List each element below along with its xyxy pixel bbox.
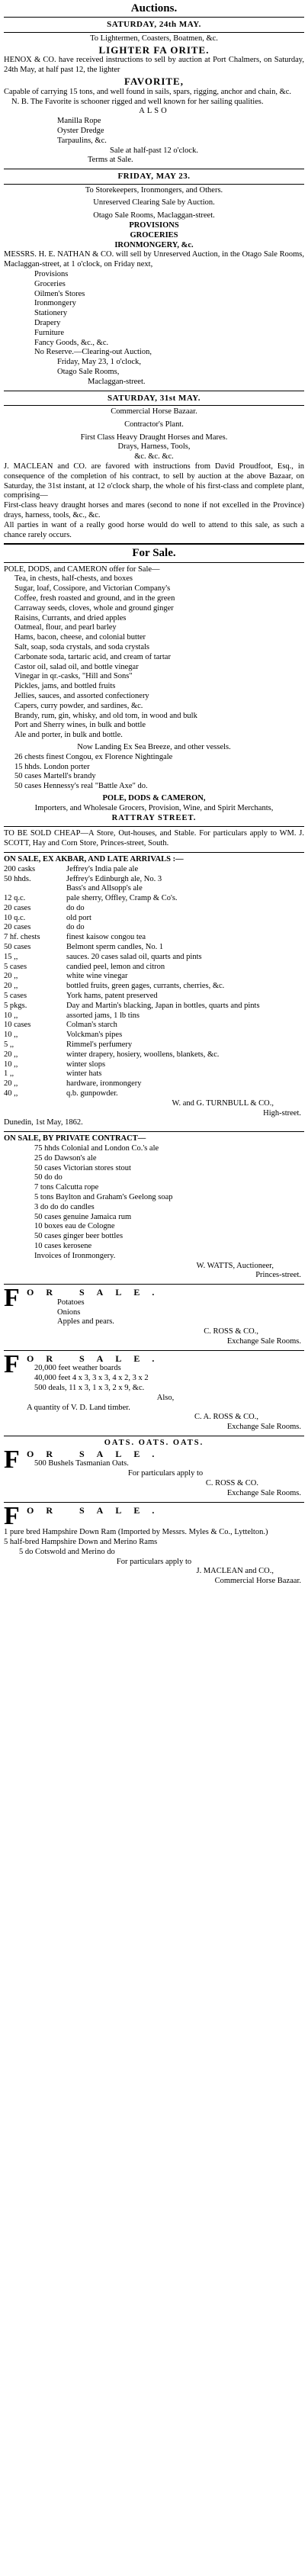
ad-line: 3 do do do candles	[34, 1202, 95, 1211]
ad-ross-potatoes	[4, 1285, 304, 1351]
forsale-title: OR SALE.	[27, 1448, 167, 1459]
ad-body: J. MACLEAN and CO. are favored with instructions from David Proudfoot, Esq., in consequence of the completion of his contract, to sell by auction at the above Bazaar, on Saturday, the 31st instant, at 12 o'clock sharp, the whole of his first-class and complete plant, comprising—	[4, 461, 304, 500]
ad-place: Exchange Sale Rooms.	[226, 1336, 301, 1346]
ad-place: Exchange Sale Rooms.	[226, 1488, 301, 1497]
item-desc: white wine vinegar	[66, 972, 128, 981]
ad-maclean-rams	[4, 1503, 304, 1590]
ad-line: Capers, curry powder, and sardines, &c.	[14, 701, 143, 710]
item-quantity: 20 ,,	[4, 982, 18, 991]
ad-street: Princes-street.	[255, 1271, 301, 1280]
list-item	[4, 1031, 304, 1040]
ad-street: RATTRAY STREET.	[111, 813, 197, 822]
ad-place: Exchange Sale Rooms.	[226, 1423, 301, 1432]
ad-line: Carraway seeds, cloves, whole and ground ginger	[14, 603, 174, 613]
ad-tail: Otago Sale Rooms,	[57, 367, 120, 376]
ad-line: 1 pure bred Hampshire Down Ram (Imported by Messrs. Myles & Co., Lyttelton.)	[4, 1528, 268, 1537]
dropcap-f: F	[4, 1284, 20, 1313]
forsale-block	[4, 1501, 304, 1530]
dropcap-f: F	[4, 1349, 20, 1378]
ad-top: OATS. OATS. OATS.	[104, 1438, 204, 1447]
ad-heading: &c. &c. &c.	[134, 452, 174, 461]
ad-tail: No Reserve.—Clearing-out Auction,	[34, 348, 152, 357]
ad-line: Also,	[156, 1393, 175, 1402]
ad-store-cheap	[4, 827, 304, 853]
item-desc: bottled fruits, green gages, currants, cherries, &c.	[66, 982, 225, 991]
forsale-block	[4, 1445, 304, 1499]
forsale-block	[4, 1284, 304, 1347]
ad-body-2: First-class heavy draught horses and mares (second to none if not excelled in the Province) drays, harness, tools, &c., &c.	[4, 501, 304, 519]
ad-line: Sugar, loaf, Cossipore, and Victorian Company's	[14, 584, 171, 593]
item-desc: candied peel, lemon and citron	[66, 962, 165, 971]
ad-tail: Maclaggan-street.	[88, 377, 146, 386]
ad-intro: ON SALE, EX AKBAR, AND LATE ARRIVALS :—	[4, 854, 184, 863]
item-desc: pale sherry, Offley, Cramp & Co's.	[66, 894, 178, 903]
ad-item: Groceries	[34, 279, 66, 288]
ad-line: Raisins, Currants, and dried apples	[14, 613, 127, 622]
list-item	[4, 963, 304, 973]
item-quantity: 50 hhds.	[4, 874, 31, 883]
ad-subtitle: Unreserved Clearing Sale by Auction.	[93, 198, 215, 207]
item-quantity: 200 casks	[4, 864, 36, 873]
item-quantity: 5 cases	[4, 992, 27, 1001]
ad-street: High-street.	[263, 1108, 301, 1118]
ad-line: 50 cases ginger beer bottles	[34, 1232, 124, 1241]
ad-audience: To Storekeepers, Ironmongers, and Others.	[85, 185, 223, 195]
ad-date-line: Dunedin, 1st May, 1862.	[4, 1118, 83, 1127]
list-item	[4, 884, 304, 894]
ad-line: Brandy, rum, gin, whisky, and old tom, in wood and bulk	[14, 711, 197, 720]
forsale-body	[27, 1287, 304, 1347]
newspaper-column	[4, 0, 304, 1590]
ad-pole-dods-cameron	[4, 563, 304, 828]
item-quantity: 20 ,,	[4, 972, 18, 981]
ad-line: 5 half-bred Hampshire Down and Merino Rams	[4, 1537, 158, 1546]
ad-heading: First Class Heavy Draught Horses and Mares.	[80, 433, 228, 442]
ad-item: Oyster Dredge	[57, 127, 104, 135]
ad-item: Manilla Rope	[57, 117, 101, 126]
ad-note: N. B. The Favorite is schooner rigged and well known for her sailing qualities.	[11, 97, 264, 106]
ad-intro: ON SALE, BY PRIVATE CONTRACT—	[4, 1134, 146, 1143]
item-quantity: 10 cases	[4, 1021, 31, 1030]
ad-body-2: Capable of carrying 15 tons, and well found in sails, spars, rigging, anchor and chain, &c.	[4, 87, 292, 96]
ad-body: HENOX & CO. have received instructions to sell by auction at Port Chalmers, on Saturday, 24th May, at half past 12, the lighter	[4, 56, 304, 75]
forsale-body	[27, 1449, 304, 1499]
forsale-title: OR SALE.	[27, 1504, 167, 1516]
ad-line: 50 cases genuine Jamaica rum	[34, 1212, 132, 1221]
list-item	[4, 1060, 304, 1070]
item-desc: winter hats	[66, 1069, 102, 1079]
item-desc: finest kaisow congou tea	[66, 933, 146, 942]
list-item	[4, 933, 304, 943]
ad-line: Potatoes	[57, 1298, 85, 1307]
ad-firm: J. MACLEAN and CO.,	[196, 1567, 274, 1576]
list-item	[4, 992, 304, 1002]
item-quantity: 10 ,,	[4, 1011, 18, 1020]
ad-date: SATURDAY, 24th MAY.	[4, 20, 304, 32]
ad-turnbull-akbar	[4, 853, 304, 1132]
item-desc: old port	[66, 913, 91, 922]
ad-date: SATURDAY, 31st MAY.	[4, 394, 304, 406]
ad-item: Ironmongery	[34, 299, 76, 308]
ad-line: Onions	[57, 1307, 81, 1317]
ad-audience: To Lightermen, Coasters, Boatmen, &c.	[90, 34, 218, 43]
ad-lighter-favorite	[4, 18, 304, 169]
list-item	[4, 904, 304, 914]
ad-line: 5 tons Baylton and Graham's Geelong soap	[34, 1193, 173, 1201]
ad-line: 40,000 feet 4 x 3, 3 x 3, 4 x 2, 3 x 2	[34, 1374, 149, 1383]
ad-title: LIGHTER FA ORITE.	[98, 43, 210, 56]
dropcap-f: F	[4, 1445, 20, 1474]
ad-firm: C. ROSS & CO.	[205, 1479, 258, 1487]
item-quantity: 5 cases	[4, 962, 27, 971]
ad-line: 7 tons Calcutta rope	[34, 1183, 99, 1192]
ad-line: Port and Sherry wines, in bulk and bottle	[14, 721, 146, 730]
list-item	[4, 1011, 304, 1021]
ad-date: FRIDAY, MAY 23.	[4, 172, 304, 184]
ad-signature: W. WATTS, Auctioneer,	[196, 1261, 274, 1270]
ad-firm: C. A. ROSS & CO.,	[194, 1413, 258, 1422]
forsale-body	[27, 1505, 304, 1516]
list-item	[4, 1089, 304, 1099]
list-item	[4, 923, 304, 933]
forsale-block	[4, 1349, 304, 1433]
ad-ross-timber	[4, 1351, 304, 1436]
item-quantity: 12 q.c.	[4, 894, 26, 903]
ad-line: Hams, bacon, cheese, and colonial butter	[14, 633, 146, 642]
item-quantity: 10 ,,	[4, 1060, 18, 1069]
forsale-body	[27, 1353, 304, 1433]
ad-line: 26 chests finest Congou, ex Florence Nightingale	[14, 752, 173, 761]
list-item	[4, 1050, 304, 1060]
list-item	[4, 982, 304, 992]
ad-line: 5 do Cotswold and Merino do	[19, 1547, 115, 1556]
item-quantity: 10 ,,	[4, 1031, 18, 1040]
ad-heading: PROVISIONS	[129, 220, 179, 230]
for-sale-heading: For Sale.	[4, 544, 304, 562]
item-desc: Volckman's pipes	[66, 1031, 123, 1040]
ad-item: Oilmen's Stores	[34, 289, 85, 298]
ad-line: Vinegar in qr.-casks, "Hill and Sons"	[14, 672, 133, 681]
item-desc: York hams, patent preserved	[66, 992, 158, 1001]
ad-line: Salt, soap, soda crystals, and soda crystals	[14, 642, 150, 651]
list-item	[4, 914, 304, 924]
item-quantity: 40 ,,	[4, 1089, 18, 1098]
ad-line: 20,000 feet weather boards	[34, 1364, 121, 1373]
ad-line: 500 Bushels Tasmanian Oats.	[34, 1459, 129, 1468]
ad-venue: Commercial Horse Bazaar.	[111, 407, 197, 416]
item-quantity: 20 ,,	[4, 1050, 18, 1059]
item-desc: Jeffrey's Edinburgh ale, No. 3	[66, 874, 162, 883]
ad-line: 50 cases Victorian stores stout	[34, 1163, 131, 1172]
ad-line: Pickles, jams, and bottled fruits	[14, 682, 116, 691]
ad-nathan-clearing-sale	[4, 169, 304, 391]
item-quantity: 5 pkgs.	[4, 1001, 27, 1010]
ad-line: 75 hhds Colonial and London Co.'s ale	[34, 1144, 159, 1153]
item-desc: do do	[66, 903, 85, 912]
ad-place: Commercial Horse Bazaar.	[214, 1577, 301, 1586]
ad-firm-desc: Importers, and Wholesale Grocers, Provision, Wine, and Spirit Merchants,	[34, 803, 274, 812]
ad-line: Tea, in chests, half-chests, and boxes	[14, 574, 133, 584]
ad-ross-oats	[4, 1436, 304, 1503]
ad-item: Fancy Goods, &c., &c.	[34, 338, 109, 347]
list-item	[4, 875, 304, 885]
forsale-title: OR SALE.	[27, 1287, 167, 1298]
ad-line: Castor oil, salad oil, and bottle vinegar	[14, 662, 139, 671]
ad-watts-private-contract	[4, 1132, 304, 1285]
ad-body: TO BE SOLD CHEAP—A Store, Out-houses, and Stable. For particulars apply to WM. J. SCOTT, Hay and Corn Store, Princes-street, South.	[4, 829, 304, 848]
item-quantity: 20 cases	[4, 903, 31, 912]
list-item	[4, 953, 304, 963]
item-desc: Bass's and Allsopp's ale	[66, 884, 143, 893]
ad-line: Carbonate soda, tartaric acid, and cream of tartar	[14, 652, 171, 661]
ad-heading: Drays, Harness, Tools,	[117, 442, 191, 452]
item-desc: winter slops	[66, 1060, 106, 1069]
ad-item: Tarpaulins, &c.	[57, 136, 107, 145]
list-item	[4, 1079, 304, 1089]
ad-line: 500 deals, 11 x 3, 1 x 3, 2 x 9, &c.	[34, 1384, 145, 1392]
list-item	[4, 972, 304, 982]
ad-item: Drapery	[34, 318, 61, 327]
ad-item: Furniture	[34, 328, 65, 337]
ad-body: MESSRS. H. E. NATHAN & CO. will sell by Unreserved Auction, in the Otago Sale Rooms, Maclaggan-street, at 1 o'clock, on Friday next,	[4, 250, 304, 269]
ad-subtitle: Contractor's Plant.	[124, 420, 184, 429]
item-desc: winter drapery, hosiery, woollens, blankets, &c.	[66, 1050, 220, 1059]
item-quantity: 15 ,,	[4, 952, 18, 961]
ad-line: Oatmeal, flour, and pearl barley	[14, 623, 117, 632]
ad-line: 50 cases Hennessy's real "Battle Axe" do.	[14, 782, 148, 791]
ad-apply: For particulars apply to	[127, 1469, 204, 1478]
ad-also: ALSO	[139, 107, 169, 116]
ad-line: 15 hhds. London porter	[14, 762, 90, 771]
ad-heading: IRONMONGERY, &c.	[114, 240, 194, 249]
ad-apply: For particulars apply to	[116, 1557, 192, 1566]
ad-firm: POLE, DODS & CAMERON,	[102, 793, 206, 802]
ad-line: Jellies, sauces, and assorted confectionery	[14, 691, 149, 700]
ad-line: 25 do Dawson's ale	[34, 1153, 97, 1163]
ad-line: Ale and porter, in bulk and bottle.	[14, 731, 123, 740]
auctions-heading: Auctions.	[4, 0, 304, 18]
ad-vessel-name: FAVORITE,	[124, 75, 184, 87]
list-item	[4, 865, 304, 875]
dropcap-f: F	[4, 1501, 20, 1530]
ad-item: Stationery	[34, 309, 68, 318]
ad-maclean-contractors-plant	[4, 391, 304, 545]
list-item	[4, 943, 304, 953]
item-quantity	[4, 884, 66, 894]
item-quantity: 20 ,,	[4, 1079, 18, 1089]
item-desc: do do	[66, 923, 85, 932]
item-desc: Belmont sperm candles, No. 1	[66, 943, 164, 952]
ad-line: 10 boxes eau de Cologne	[34, 1222, 115, 1231]
ad-tail: Friday, May 23, 1 o'clock,	[57, 358, 141, 367]
list-item	[4, 894, 304, 904]
ad-firm: C. ROSS & CO.,	[204, 1327, 258, 1336]
ad-line: 50 do do	[34, 1173, 63, 1182]
item-desc: Jeffrey's India pale ale	[66, 864, 139, 873]
ad-sale-time: Sale at half-past 12 o'clock.	[110, 146, 198, 155]
ad-line: Coffee, fresh roasted and ground, and in the green	[14, 593, 175, 603]
ad-heading: GROCERIES	[130, 230, 178, 240]
item-desc: sauces. 20 cases salad oil, quarts and pints	[66, 952, 202, 961]
ad-item: Provisions	[34, 269, 69, 278]
item-quantity: 5 ,,	[4, 1040, 14, 1050]
list-item	[4, 1021, 304, 1031]
item-quantity: 50 cases	[4, 943, 31, 952]
ad-line: Apples and pears.	[57, 1317, 114, 1327]
ad-line: 10 cases kerosene	[34, 1241, 92, 1250]
list-item	[4, 1002, 304, 1011]
item-quantity: 7 hf. chests	[4, 933, 40, 942]
item-quantity: 10 q.c.	[4, 913, 26, 922]
list-item	[4, 1069, 304, 1079]
list-item	[4, 1040, 304, 1050]
ad-landing: Now Landing Ex Sea Breeze, and other vessels.	[77, 742, 231, 751]
ad-terms: Terms at Sale.	[88, 156, 133, 165]
ad-line: 50 cases Martell's brandy	[14, 772, 96, 781]
item-desc: Day and Martin's blacking, Japan in bottles, quarts and pints	[66, 1001, 260, 1010]
item-desc: hardware, ironmongery	[66, 1079, 142, 1089]
item-desc: assorted jams, 1 lb tins	[66, 1011, 140, 1020]
ad-line: A quantity of V. D. Land timber.	[27, 1403, 130, 1412]
item-desc: Colman's starch	[66, 1021, 117, 1030]
forsale-title: OR SALE.	[27, 1352, 167, 1364]
item-quantity: 1 ,,	[4, 1069, 14, 1079]
item-desc: q.b. gunpowder.	[66, 1089, 118, 1098]
ad-location: Otago Sale Rooms, Maclaggan-street.	[93, 211, 215, 220]
item-quantity: 20 cases	[4, 923, 31, 932]
item-desc: Rimmel's perfumery	[66, 1040, 133, 1050]
ad-line: Invoices of Ironmongery.	[34, 1251, 116, 1260]
ad-firm: W. and G. TURNBULL & CO.,	[172, 1098, 274, 1108]
ad-intro: POLE, DODS, and CAMERON offer for Sale—	[4, 564, 160, 574]
ad-body-3: All parties in want of a really good horse would do well to attend to this sale, as such a chance rarely occurs.	[4, 520, 304, 539]
